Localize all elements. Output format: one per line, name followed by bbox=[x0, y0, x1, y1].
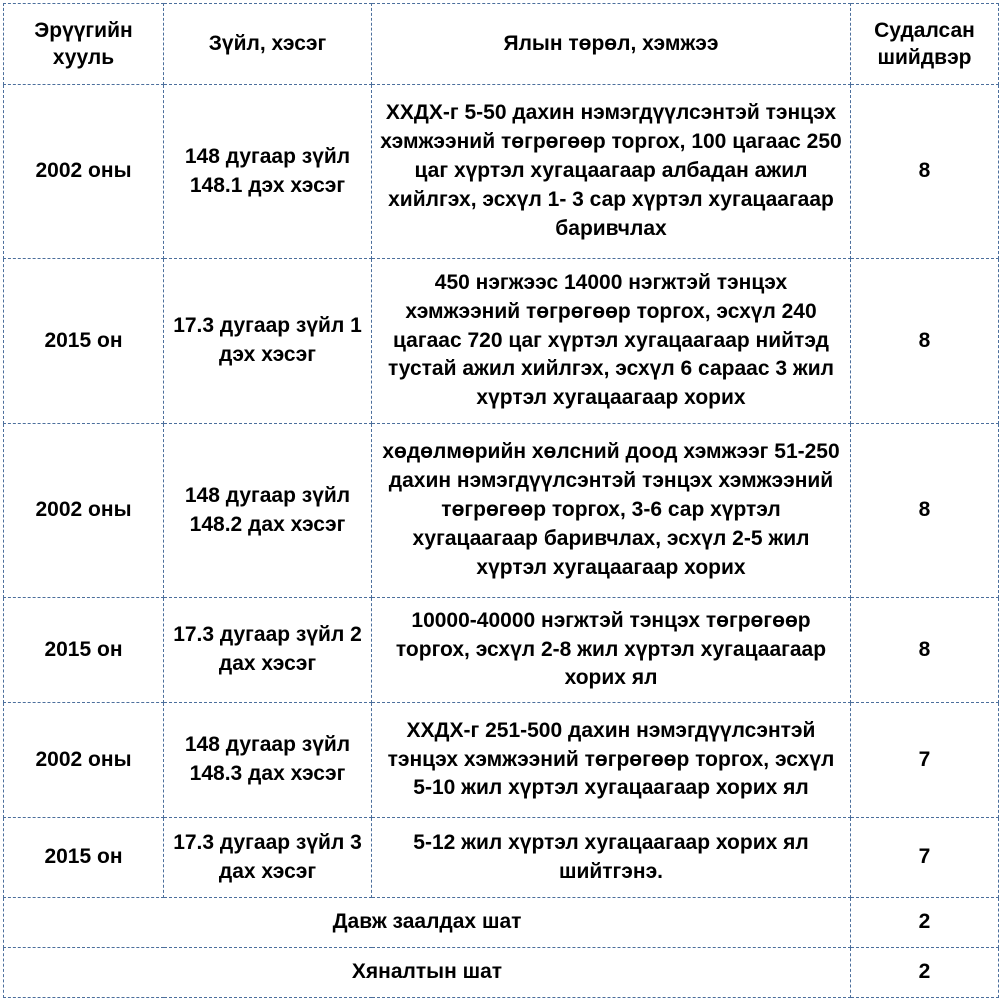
penalty-cell: 10000-40000 нэгжтэй тэнцэх төгрөгөөр торгох, эсхүл 2-8 жил хүртэл хугацаагаар хорих ял bbox=[372, 598, 851, 703]
law-year-cell: 2002 оны bbox=[4, 703, 164, 818]
stage-label-cell: Хяналтын шат bbox=[4, 948, 851, 998]
table-row bbox=[4, 85, 999, 259]
decision-count-cell: 8 bbox=[851, 85, 999, 259]
decision-count-cell: 7 bbox=[851, 818, 999, 898]
header-row bbox=[4, 4, 999, 85]
header-cell-article-part: Зүйл, хэсэг bbox=[164, 4, 372, 85]
article-cell: 17.3 дугаар зүйл 2 дах хэсэг bbox=[164, 598, 372, 703]
summary-row bbox=[4, 948, 999, 998]
penalty-cell: 5-12 жил хүртэл хугацаагаар хорих ял шийтгэнэ. bbox=[372, 818, 851, 898]
table-row bbox=[4, 818, 999, 898]
article-cell: 17.3 дугаар зүйл 1 дэх хэсэг bbox=[164, 259, 372, 424]
law-year-cell: 2002 оны bbox=[4, 424, 164, 598]
decision-count-cell: 8 bbox=[851, 598, 999, 703]
article-cell: 17.3 дугаар зүйл 3 дах хэсэг bbox=[164, 818, 372, 898]
penalty-cell: ХХДХ-г 251-500 дахин нэмэгдүүлсэнтэй тэнцэх хэмжээний төгрөгөөр торгох, эсхүл 5-10 жил хүртэл хугацаагаар хорих ял bbox=[372, 703, 851, 818]
summary-row bbox=[4, 898, 999, 948]
decision-count-cell: 2 bbox=[851, 948, 999, 998]
table-row bbox=[4, 259, 999, 424]
law-year-cell: 2002 оны bbox=[4, 85, 164, 259]
law-year-cell: 2015 он bbox=[4, 598, 164, 703]
article-cell: 148 дугаар зүйл 148.3 дах хэсэг bbox=[164, 703, 372, 818]
law-year-cell: 2015 он bbox=[4, 259, 164, 424]
penalty-comparison-table bbox=[3, 3, 999, 998]
penalty-cell: хөдөлмөрийн хөлсний доод хэмжээг 51-250 дахин нэмэгдүүлсэнтэй тэнцэх хэмжээний төгрөгөөр торгох, 3-6 сар хүртэл хугацаагаар баривчлах, эсхүл 2-5 жил хүртэл хугацаагаар хорих bbox=[372, 424, 851, 598]
decision-count-cell: 8 bbox=[851, 259, 999, 424]
article-cell: 148 дугаар зүйл 148.2 дах хэсэг bbox=[164, 424, 372, 598]
table-row bbox=[4, 598, 999, 703]
table-row bbox=[4, 703, 999, 818]
law-year-cell: 2015 он bbox=[4, 818, 164, 898]
decision-count-cell: 8 bbox=[851, 424, 999, 598]
header-cell-studied-decisions: Судалсан шийдвэр bbox=[851, 4, 999, 85]
table-row bbox=[4, 424, 999, 598]
decision-count-cell: 2 bbox=[851, 898, 999, 948]
decision-count-cell: 7 bbox=[851, 703, 999, 818]
article-cell: 148 дугаар зүйл 148.1 дэх хэсэг bbox=[164, 85, 372, 259]
penalty-cell: 450 нэгжээс 14000 нэгжтэй тэнцэх хэмжээний төгрөгөөр торгох, эсхүл 240 цагаас 720 цаг хүртэл хугацаагаар нийтэд тустай ажил хийлгэх, эсхүл 6 сараас 3 жил хүртэл хугацаагаар хорих bbox=[372, 259, 851, 424]
header-cell-penalty-type: Ялын төрөл, хэмжээ bbox=[372, 4, 851, 85]
header-cell-criminal-law: Эрүүгийн хууль bbox=[4, 4, 164, 85]
penalty-cell: ХХДХ-г 5-50 дахин нэмэгдүүлсэнтэй тэнцэх хэмжээний төгрөгөөр торгох, 100 цагаас 250 цаг хүртэл хугацаагаар албадан ажил хийлгэх, эсхүл 1- 3 сар хүртэл хугацаагаар баривчлах bbox=[372, 85, 851, 259]
stage-label-cell: Давж заалдах шат bbox=[4, 898, 851, 948]
